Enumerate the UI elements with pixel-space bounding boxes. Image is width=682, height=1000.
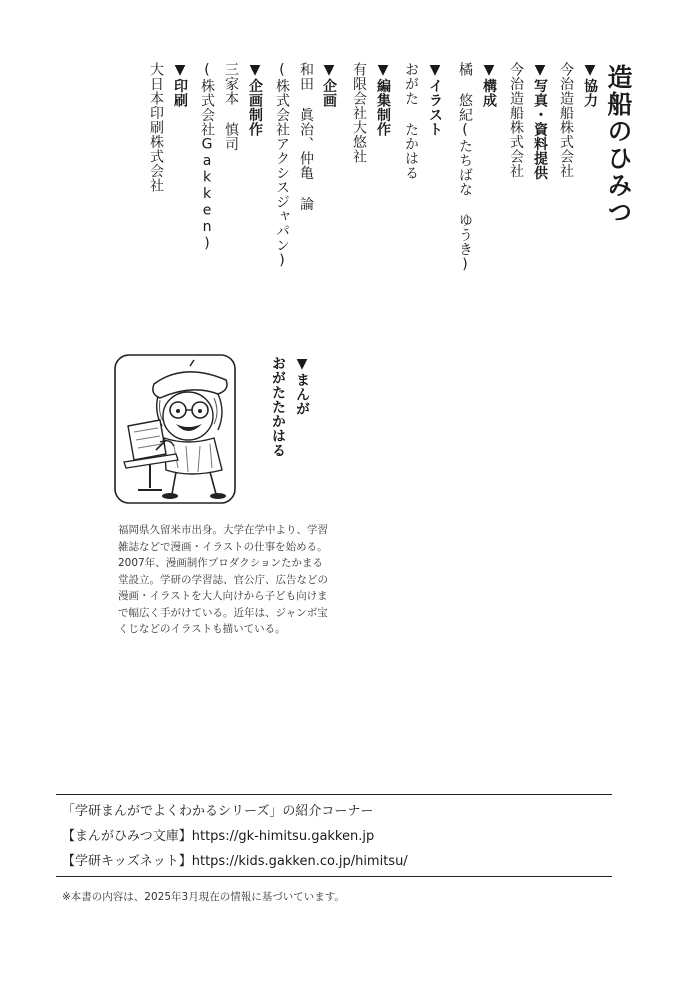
content-date-note: ※本書の内容は、2025年3月現在の情報に基づいています。: [62, 891, 345, 903]
author-portrait-illustration: [114, 354, 236, 504]
himitsu-link-label: 【まんがひみつ文庫】: [62, 829, 192, 844]
himitsu-link-row: [62, 825, 374, 844]
credit-value-cooperation: 今治造船株式会社: [558, 62, 574, 178]
himitsu-link-url[interactable]: https://gk-himitsu.gakken.jp: [191, 829, 375, 844]
credit-value-illustration: おがた たかはる: [403, 62, 419, 180]
credit-heading-cooperation: ▼協力: [582, 62, 598, 108]
credit-heading-planning: ▼企画: [321, 62, 337, 108]
credit-value-printing: 大日本印刷株式会社: [148, 62, 164, 193]
credit-heading-editing: ▼編集制作: [375, 62, 391, 137]
credit-heading-photos: ▼写真・資料提供: [532, 62, 548, 180]
kidsnet-link-url[interactable]: https://kids.gakken.co.jp/himitsu/: [191, 854, 408, 869]
credit-value-planning-company: (株式会社アクシスジャパン): [274, 62, 290, 269]
series-intro: 「学研まんがでよくわかるシリーズ」の紹介コーナー: [62, 804, 374, 819]
credit-heading-illustration: ▼イラスト: [427, 62, 443, 137]
credit-value-photos: 今治造船株式会社: [508, 62, 524, 178]
manga-artist-name: おがたたかはる: [270, 356, 286, 458]
bottom-divider: [56, 876, 612, 877]
credit-heading-plan-production: ▼企画制作: [247, 62, 263, 137]
kidsnet-link-row: [62, 850, 408, 869]
top-divider: [56, 794, 612, 795]
credit-value-planning-names: 和田 眞治、仲亀 論: [298, 62, 314, 211]
kidsnet-link-label: 【学研キッズネット】: [62, 854, 192, 869]
book-title: 造船のひみつ: [604, 64, 633, 226]
credit-heading-composition: ▼構成: [481, 62, 497, 108]
author-bio: 福岡県久留米市出身。大学在学中より、学習雑誌などで漫画・イラストの仕事を始める。2007年、漫画制作プロダクションたかまる堂設立。学研の学習誌、官公庁、広告などの漫画・イラストを大人向けから子ども向けまで幅広く手がけている。近年は、ジャンボ宝くじなどのイラストも描いている。: [118, 524, 328, 635]
manga-heading: ▼まんが: [294, 356, 310, 416]
credit-value-plan-production-name: 三家本 慎司: [223, 62, 239, 151]
credit-value-editing: 有限会社大悠社: [351, 62, 367, 164]
credit-value-composition: 橘 悠紀(たちばな ゆうき): [457, 62, 473, 273]
credit-heading-printing: ▼印刷: [172, 62, 188, 108]
credit-value-plan-production-company: (株式会社Gakken): [199, 62, 215, 252]
